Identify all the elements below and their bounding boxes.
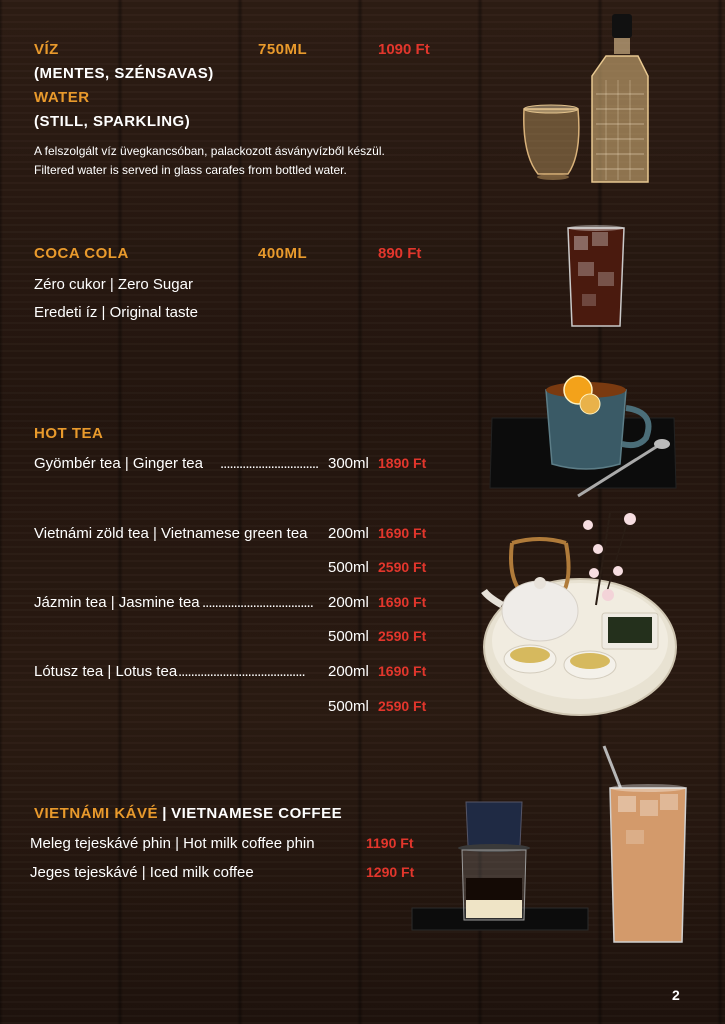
water-desc-en: Filtered water is served in glass carafes from bottled water. xyxy=(34,163,347,177)
tea-item-jasmine-vol-500: 500ml xyxy=(328,628,369,645)
coffee-item-hot-price: 1190 Ft xyxy=(366,835,414,851)
tea-item-jasmine-dots: ................................... xyxy=(202,594,313,611)
tea-item-ginger-price: 1890 Ft xyxy=(378,455,427,471)
ginger-tea-cup-icon xyxy=(486,372,678,498)
tea-item-green-vol-200: 200ml xyxy=(328,525,369,542)
tea-item-lotus-dots: ........................................ xyxy=(178,663,305,680)
page-number: 2 xyxy=(672,987,680,1003)
tea-item-ginger-dots: ............................... xyxy=(220,455,319,472)
coffee-title-separator: | xyxy=(162,805,167,822)
coffee-title-en: VIETNAMESE COFFEE xyxy=(171,805,343,822)
water-glass-icon xyxy=(524,105,579,180)
coffee-item-iced-name: Jeges tejeskávé | Iced milk coffee xyxy=(30,864,254,881)
cola-variant-zero: Zéro cukor | Zero Sugar xyxy=(34,276,193,293)
water-carafe-icon xyxy=(520,14,670,189)
tea-item-green-vol-500: 500ml xyxy=(328,559,369,576)
tea-item-jasmine-name: Jázmin tea | Jasmine tea xyxy=(34,594,200,611)
teapot-set-icon xyxy=(480,505,680,725)
tea-item-lotus-vol-200: 200ml xyxy=(328,663,369,680)
water-title-en: WATER xyxy=(34,89,90,106)
cola-glass-icon xyxy=(566,222,628,334)
phin-coffee-icon xyxy=(410,800,592,944)
coffee-item-iced-price: 1290 Ft xyxy=(366,864,415,880)
cola-title: COCA COLA xyxy=(34,245,129,262)
tea-item-lotus-vol-500: 500ml xyxy=(328,698,369,715)
tea-item-ginger-vol: 300ml xyxy=(328,455,369,472)
tea-item-lotus-price-200: 1690 Ft xyxy=(378,663,427,679)
water-subtitle-en: (STILL, SPARKLING) xyxy=(34,113,191,130)
cola-variant-original: Eredeti íz | Original taste xyxy=(34,304,198,321)
water-title: VÍZ xyxy=(34,41,59,58)
tea-item-jasmine-price-500: 2590 Ft xyxy=(378,628,427,644)
tea-item-lotus-name: Lótusz tea | Lotus tea xyxy=(34,663,178,680)
tea-item-lotus-price-500: 2590 Ft xyxy=(378,698,427,714)
tea-item-jasmine-price-200: 1690 Ft xyxy=(378,594,427,610)
cola-price: 890 Ft xyxy=(378,245,422,262)
tea-item-ginger-name: Gyömbér tea | Ginger tea xyxy=(34,455,203,472)
coffee-item-hot-name: Meleg tejeskávé phin | Hot milk coffee phin xyxy=(30,835,315,852)
water-desc-hu: A felszolgált víz üvegkancsóban, palackozott ásványvízből készül. xyxy=(34,144,385,158)
tea-item-green-name: Vietnámi zöld tea | Vietnamese green tea xyxy=(34,525,308,542)
cola-volume: 400ML xyxy=(258,245,308,262)
water-subtitle-hu: (MENTES, SZÉNSAVAS) xyxy=(34,65,214,82)
tea-title: HOT TEA xyxy=(34,425,104,442)
iced-coffee-glass-icon xyxy=(600,738,694,950)
tea-item-jasmine-vol-200: 200ml xyxy=(328,594,369,611)
coffee-title-row xyxy=(34,805,342,822)
water-price: 1090 Ft xyxy=(378,41,430,58)
tea-item-green-price-200: 1690 Ft xyxy=(378,525,427,541)
water-volume: 750ML xyxy=(258,41,308,58)
coffee-title-hu: VIETNÁMI KÁVÉ xyxy=(34,805,159,822)
tea-item-green-price-500: 2590 Ft xyxy=(378,559,427,575)
